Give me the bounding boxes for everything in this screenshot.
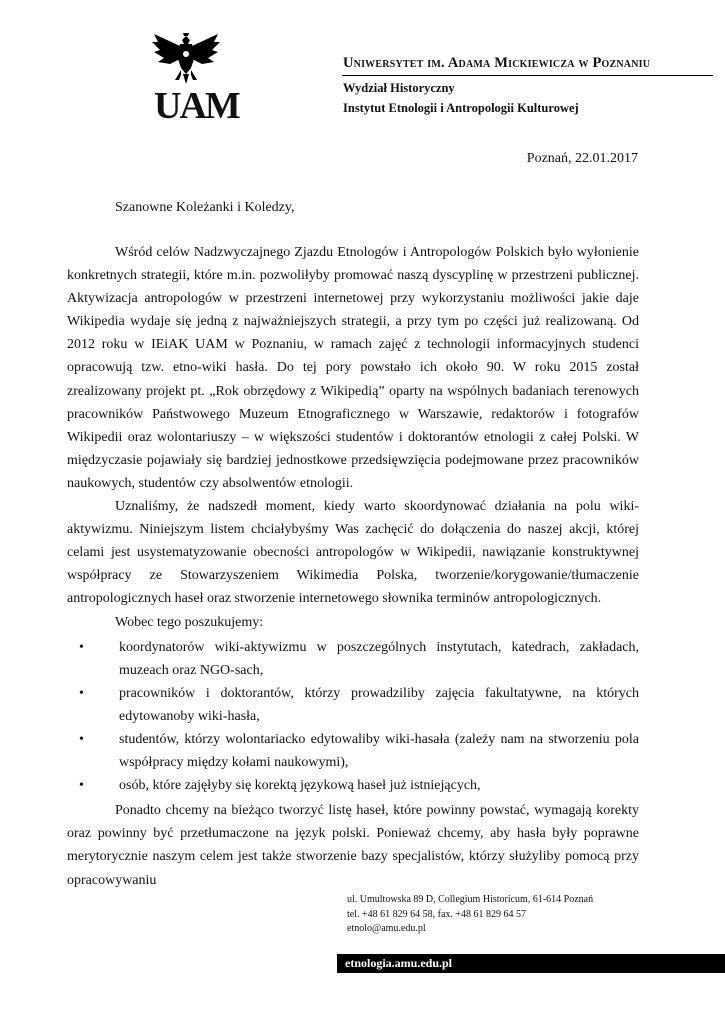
logo-text: UAM <box>154 85 239 127</box>
uam-logo <box>150 30 239 128</box>
letter-body <box>67 241 639 892</box>
bullet-list <box>67 636 639 798</box>
footer-bar <box>337 954 725 973</box>
paragraph: Wśród celów Nadzwyczajnego Zjazdu Etnologów i Antropologów Polskich było wyłonienie konkretnych strategii, które m.in. pozwoliłyby promować naszą dyscyplinę w przestrzeni publicznej. Aktywizacja antropologów w przestrzeni internetowej przy wykorzystaniu możliwości jakie daje Wikipedia wydaje się jedną z najważniejszych strategii, a przy tym po części już realizowaną. Od 2012 roku w IEiAK UAM w Poznaniu, w ramach zajęć z technologii informacyjnych studenci opracowują tzw. etno-wiki hasła. Do tej pory powstało ich około 90. W roku 2015 został zrealizowany projekt pt. „Rok obrzędowy z Wikipedią” oparty na wspólnych badaniach terenowych pracowników Państwowego Muzeum Etnograficznego w Warszawie, redaktorów i fotografów Wikipedii oraz wolontariuszy – w większości studentów i doktorantów etnologii z całej Polski. W międzyczasie pojawiały się bardziej jednostkowe przedsięwzięcia podejmowane przez pracowników naukowych, studentów czy absolwentów etnologii. <box>67 245 639 491</box>
list-item: • koordynatorów wiki-aktywizmu w poszczególnych instytutach, katedrach, zakładach, muzeach oraz NGO-sach, <box>119 636 639 682</box>
list-intro: Wobec tego poszukujemy: <box>115 614 264 630</box>
salutation: Szanowne Koleżanki i Koledzy, <box>115 200 295 215</box>
bullet-icon: • <box>79 685 84 701</box>
university-name: Uniwersytet im. Adama Mickiewicza w Poznaniu <box>343 55 651 71</box>
faculty-name: Wydział Historyczny <box>343 81 455 95</box>
website-link[interactable]: etnologia.amu.edu.pl <box>345 956 453 970</box>
phone-line: tel. +48 61 829 64 58, fax. +48 61 829 64 57 <box>347 908 527 920</box>
bullet-icon: • <box>79 731 84 747</box>
list-item: • pracowników i doktorantów, którzy prowadziliby zajęcia fakultatywne, na których edytowanoby wiki-hasła, <box>119 682 639 728</box>
paragraph: Uznaliśmy, że nadszedł moment, kiedy warto skoordynować działania na polu wiki-aktywizmu. Niniejszym listem chciałybyśmy Was zachęcić do dołączenia do naszej akcji, której celami jest usystematyzowanie obecności antropologów w Wikipedii, nawiązanie konstruktywnej współpracy ze Stowarzyszeniem Wikimedia Polska, tworzenie/korygowanie/tłumaczenie antropologicznych haseł oraz stworzenie internetowego słownika terminów antropologicznych. <box>67 499 639 607</box>
list-item: • studentów, którzy wolontariacko edytowaliby wiki-hasała (zależy nam na stworzeniu pola współpracy między kołami naukowymi), <box>119 728 639 774</box>
address-line: ul. Umultowska 89 D, Collegium Historicum, 61-614 Poznań <box>347 894 594 905</box>
header-divider <box>342 75 713 76</box>
bullet-icon: • <box>79 778 84 794</box>
list-item: • osób, które zajęłyby się korektą językową haseł już istniejących, <box>119 774 639 797</box>
letter-date: Poznań, 22.01.2017 <box>526 151 638 166</box>
email-line: etnolo@amu.edu.pl <box>347 923 426 934</box>
eagle-emblem-icon <box>150 30 222 86</box>
paragraph: Ponadto chcemy na bieżąco tworzyć listę haseł, które powinny powstać, wymagają korekty oraz powinny być przetłumaczone na język polski. Ponieważ chcemy, aby hasła były poprawne merytorycznie naszym celem jest także stworzenie bazy specjalistów, którzy służyliby pomocą przy opracowywaniu <box>67 803 639 888</box>
bullet-icon: • <box>79 639 84 655</box>
footer-address <box>347 893 593 937</box>
letterhead <box>343 55 713 116</box>
institute-name: Instytut Etnologii i Antropologii Kulturowej <box>343 101 579 115</box>
